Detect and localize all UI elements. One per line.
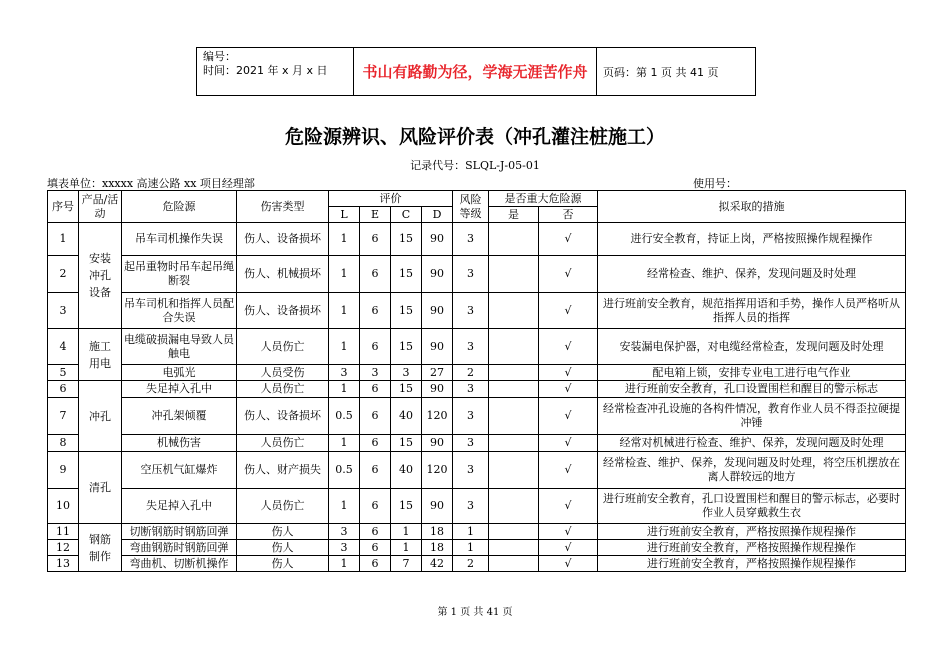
cell-C: 15	[391, 223, 422, 256]
cell-C: 40	[391, 452, 422, 489]
cell-product-group: 施工 用电	[79, 329, 122, 381]
cell-D: 18	[422, 524, 453, 540]
table-row	[48, 556, 906, 572]
cell-major-no: √	[539, 398, 598, 435]
hazard-table	[47, 190, 906, 572]
cell-risk-level: 3	[453, 381, 489, 398]
page-title: 危险源辨识、风险评价表（冲孔灌注桩施工）	[284, 126, 665, 148]
cell-risk-level: 1	[453, 540, 489, 556]
cell-risk-level: 2	[453, 365, 489, 381]
cell-measure: 安装漏电保护器，对电缆经常检查，发现问题及时处理	[598, 329, 906, 365]
cell-seq: 10	[48, 489, 79, 524]
cell-major-no: √	[539, 365, 598, 381]
cell-measure: 进行班前安全教育，严格按照操作规程操作	[598, 540, 906, 556]
cell-C: 1	[391, 524, 422, 540]
cell-risk-level: 3	[453, 329, 489, 365]
table-row	[48, 398, 906, 435]
header-meta	[197, 48, 354, 95]
cell-E: 6	[360, 381, 391, 398]
table-row	[48, 329, 906, 365]
col-E-header: E	[360, 207, 391, 223]
cell-D: 90	[422, 223, 453, 256]
cell-hazard: 弯曲钢筋时钢筋回弹	[122, 540, 237, 556]
cell-harm: 人员伤亡	[237, 435, 329, 452]
cell-D: 90	[422, 435, 453, 452]
cell-measure: 进行班前安全教育，孔口设置围栏和醒目的警示标志，必要时作业人员穿戴救生衣	[598, 489, 906, 524]
cell-major-yes	[489, 329, 539, 365]
col-yes-header: 是	[489, 207, 539, 223]
cell-C: 15	[391, 381, 422, 398]
table-row	[48, 223, 906, 256]
cell-C: 40	[391, 398, 422, 435]
cell-hazard: 失足掉入孔中	[122, 381, 237, 398]
cell-harm: 人员伤亡	[237, 329, 329, 365]
cell-major-no: √	[539, 556, 598, 572]
user-label: 使用号：	[693, 177, 737, 190]
cell-hazard: 机械伤害	[122, 435, 237, 452]
cell-hazard: 切断钢筋时钢筋回弹	[122, 524, 237, 540]
cell-harm: 伤人、设备损坏	[237, 398, 329, 435]
cell-major-yes	[489, 293, 539, 329]
cell-risk-level: 3	[453, 256, 489, 293]
cell-E: 6	[360, 435, 391, 452]
cell-hazard: 电弧光	[122, 365, 237, 381]
cell-measure: 配电箱上锁，安排专业电工进行电气作业	[598, 365, 906, 381]
cell-E: 6	[360, 556, 391, 572]
cell-E: 6	[360, 329, 391, 365]
cell-risk-level: 3	[453, 489, 489, 524]
cell-L: 3	[329, 524, 360, 540]
cell-E: 6	[360, 223, 391, 256]
cell-major-no: √	[539, 223, 598, 256]
cell-measure: 进行班前安全教育，孔口设置围栏和醒目的警示标志	[598, 381, 906, 398]
cell-E: 6	[360, 489, 391, 524]
cell-risk-level: 3	[453, 223, 489, 256]
cell-risk-level: 3	[453, 293, 489, 329]
col-seq-header: 序号	[48, 191, 79, 223]
cell-harm: 伤人、机械损坏	[237, 256, 329, 293]
number-label: 编号：	[203, 50, 236, 63]
cell-L: 0.5	[329, 452, 360, 489]
cell-seq: 6	[48, 381, 79, 398]
cell-major-no: √	[539, 381, 598, 398]
cell-product-group: 冲孔	[79, 381, 122, 452]
cell-C: 15	[391, 293, 422, 329]
cell-major-no: √	[539, 489, 598, 524]
cell-measure: 经常对机械进行检查、维护、保养，发现问题及时处理	[598, 435, 906, 452]
cell-L: 1	[329, 489, 360, 524]
cell-major-yes	[489, 398, 539, 435]
cell-E: 6	[360, 540, 391, 556]
table-row	[48, 435, 906, 452]
cell-measure: 进行班前安全教育，规范指挥用语和手势，操作人员严格听从指挥人员的指挥	[598, 293, 906, 329]
cell-major-no: √	[539, 524, 598, 540]
cell-C: 3	[391, 365, 422, 381]
cell-major-yes	[489, 524, 539, 540]
cell-L: 1	[329, 223, 360, 256]
cell-L: 3	[329, 540, 360, 556]
table-row	[48, 365, 906, 381]
fill-unit: 填表单位：xxxxx 高速公路 xx 项目经理部	[47, 177, 255, 190]
cell-harm: 伤人、财产损失	[237, 452, 329, 489]
table-row	[48, 540, 906, 556]
col-C-header: C	[391, 207, 422, 223]
cell-harm: 人员伤亡	[237, 489, 329, 524]
cell-hazard: 弯曲机、切断机操作	[122, 556, 237, 572]
cell-harm: 伤人	[237, 556, 329, 572]
cell-harm: 伤人、设备损坏	[237, 293, 329, 329]
table-row	[48, 256, 906, 293]
cell-harm: 伤人	[237, 540, 329, 556]
cell-L: 1	[329, 435, 360, 452]
cell-hazard: 失足掉入孔中	[122, 489, 237, 524]
col-hazard-header: 危险源	[122, 191, 237, 223]
cell-D: 90	[422, 381, 453, 398]
cell-product-group: 安装 冲孔 设备	[79, 223, 122, 329]
cell-major-yes	[489, 365, 539, 381]
cell-harm: 人员伤亡	[237, 381, 329, 398]
cell-seq: 8	[48, 435, 79, 452]
col-risk-header: 风险等级	[453, 191, 489, 223]
cell-E: 6	[360, 452, 391, 489]
cell-hazard: 吊车司机和指挥人员配合失误	[122, 293, 237, 329]
cell-risk-level: 3	[453, 435, 489, 452]
page-footer: 第 1 页 共 41 页	[437, 607, 513, 618]
cell-D: 42	[422, 556, 453, 572]
col-harm-header: 伤害类型	[237, 191, 329, 223]
cell-E: 6	[360, 524, 391, 540]
cell-C: 15	[391, 329, 422, 365]
cell-product-group: 清孔	[79, 452, 122, 524]
cell-major-no: √	[539, 256, 598, 293]
cell-major-yes	[489, 435, 539, 452]
cell-major-no: √	[539, 293, 598, 329]
cell-major-yes	[489, 540, 539, 556]
col-major-header: 是否重大危险源	[489, 191, 598, 207]
cell-L: 1	[329, 381, 360, 398]
cell-major-yes	[489, 256, 539, 293]
cell-seq: 3	[48, 293, 79, 329]
cell-risk-level: 3	[453, 452, 489, 489]
cell-hazard: 冲孔架倾覆	[122, 398, 237, 435]
cell-D: 27	[422, 365, 453, 381]
cell-hazard: 空压机气缸爆炸	[122, 452, 237, 489]
cell-major-yes	[489, 381, 539, 398]
cell-D: 120	[422, 452, 453, 489]
cell-E: 6	[360, 398, 391, 435]
document-header	[196, 47, 756, 96]
cell-seq: 4	[48, 329, 79, 365]
cell-seq: 11	[48, 524, 79, 540]
cell-measure: 进行安全教育，持证上岗，严格按照操作规程操作	[598, 223, 906, 256]
cell-E: 6	[360, 256, 391, 293]
cell-C: 15	[391, 489, 422, 524]
cell-seq: 7	[48, 398, 79, 435]
cell-seq: 9	[48, 452, 79, 489]
cell-D: 18	[422, 540, 453, 556]
cell-E: 3	[360, 365, 391, 381]
cell-E: 6	[360, 293, 391, 329]
cell-L: 3	[329, 365, 360, 381]
col-evaluation-header: 评价	[329, 191, 453, 207]
table-row	[48, 293, 906, 329]
cell-C: 15	[391, 256, 422, 293]
cell-seq: 12	[48, 540, 79, 556]
cell-seq: 5	[48, 365, 79, 381]
table-row	[48, 381, 906, 398]
table-row	[48, 452, 906, 489]
cell-C: 15	[391, 435, 422, 452]
cell-seq: 13	[48, 556, 79, 572]
cell-measure: 进行班前安全教育，严格按照操作规程操作	[598, 524, 906, 540]
cell-measure: 经常检查冲孔设施的各构件情况，教育作业人员不得歪拉硬提冲锤	[598, 398, 906, 435]
cell-major-no: √	[539, 540, 598, 556]
cell-C: 1	[391, 540, 422, 556]
cell-D: 120	[422, 398, 453, 435]
page-label: 页码：第 1 页 共 41 页	[603, 65, 719, 79]
cell-measure: 进行班前安全教育，严格按照操作规程操作	[598, 556, 906, 572]
col-no-header: 否	[539, 207, 598, 223]
cell-hazard: 起吊重物时吊车起吊绳断裂	[122, 256, 237, 293]
cell-measure: 经常检查、维护、保养，发现问题及时处理	[598, 256, 906, 293]
cell-hazard: 吊车司机操作失误	[122, 223, 237, 256]
time-label: 时间：2021 年 x 月 x 日	[203, 64, 328, 77]
cell-harm: 人员受伤	[237, 365, 329, 381]
cell-major-no: √	[539, 435, 598, 452]
col-L-header: L	[329, 207, 360, 223]
cell-seq: 1	[48, 223, 79, 256]
cell-C: 7	[391, 556, 422, 572]
col-product-header: 产品/活动	[79, 191, 122, 223]
motto: 书山有路勤为径，学海无涯苦作舟	[354, 48, 597, 95]
cell-D: 90	[422, 256, 453, 293]
cell-major-yes	[489, 556, 539, 572]
cell-harm: 伤人、设备损坏	[237, 223, 329, 256]
cell-major-yes	[489, 223, 539, 256]
cell-L: 1	[329, 329, 360, 365]
cell-risk-level: 3	[453, 398, 489, 435]
cell-hazard: 电缆破损漏电导致人员触电	[122, 329, 237, 365]
cell-L: 0.5	[329, 398, 360, 435]
col-measures-header: 拟采取的措施	[598, 191, 906, 223]
cell-major-no: √	[539, 452, 598, 489]
table-row	[48, 524, 906, 540]
cell-L: 1	[329, 293, 360, 329]
cell-measure: 经常检查、维护、保养，发现问题及时处理，将空压机摆放在离人群较远的地方	[598, 452, 906, 489]
cell-major-no: √	[539, 329, 598, 365]
cell-harm: 伤人	[237, 524, 329, 540]
col-D-header: D	[422, 207, 453, 223]
cell-D: 90	[422, 329, 453, 365]
cell-L: 1	[329, 556, 360, 572]
cell-risk-level: 2	[453, 556, 489, 572]
table-row	[48, 489, 906, 524]
record-code: 记录代号：SLQL-J-05-01	[410, 159, 540, 172]
cell-major-yes	[489, 489, 539, 524]
cell-risk-level: 1	[453, 524, 489, 540]
cell-product-group: 钢筋 制作	[79, 524, 122, 572]
cell-seq: 2	[48, 256, 79, 293]
cell-major-yes	[489, 452, 539, 489]
cell-L: 1	[329, 256, 360, 293]
cell-D: 90	[422, 293, 453, 329]
cell-D: 90	[422, 489, 453, 524]
